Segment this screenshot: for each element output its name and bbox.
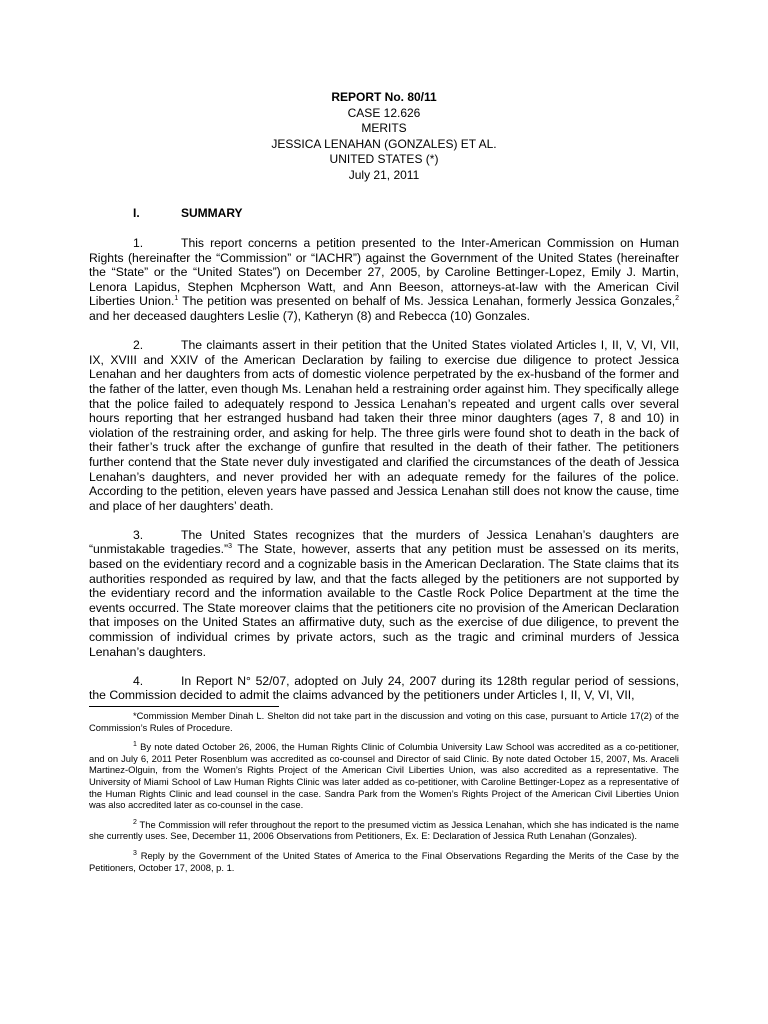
footnote-mark: 3 bbox=[133, 849, 137, 857]
section-heading bbox=[133, 206, 243, 221]
report-type: MERITS bbox=[361, 121, 407, 135]
report-body bbox=[89, 236, 679, 718]
paragraph-3 bbox=[89, 528, 679, 659]
paragraph-2 bbox=[89, 338, 679, 513]
paragraph-number: 1. bbox=[133, 236, 144, 250]
paragraph-text: and her deceased daughters Leslie (7), Katheryn (8) and Rebecca (10) Gonzales. bbox=[89, 308, 531, 323]
paragraph-4 bbox=[89, 674, 679, 703]
paragraph-number: 3. bbox=[133, 527, 144, 542]
footnote-divider bbox=[89, 706, 279, 707]
paragraph-text: The United States recognizes that the murders of Jessica Lenahan’s daughters are “unmistakable tragedies.” bbox=[89, 527, 679, 557]
footnote-1 bbox=[89, 741, 679, 811]
footnote-text: *Commission Member Dinah L. Shelton did not take part in the discussion and voting on this case, pursuant to Article 17(2) of the Commission’s Rules of Procedure. bbox=[89, 710, 679, 733]
footnote-ref: 2 bbox=[675, 295, 679, 303]
paragraph-number: 2. bbox=[133, 338, 144, 353]
footnote-ref: 3 bbox=[228, 543, 232, 551]
case-number: CASE 12.626 bbox=[347, 105, 421, 120]
footnote-2 bbox=[89, 819, 679, 842]
paragraph-text: The petition was presented on behalf of Ms. Jessica Lenahan, formerly Jessica Gonzales, bbox=[178, 294, 676, 309]
footnote-mark: 2 bbox=[133, 818, 137, 826]
footnote-commission bbox=[89, 710, 679, 733]
footnotes bbox=[89, 710, 679, 881]
section-number: I. bbox=[133, 206, 140, 220]
report-date: July 21, 2011 bbox=[348, 167, 420, 182]
paragraph-text: The claimants assert in their petition that the United States violated Articles I, II, V, VI, VII, IX, XVIII and XXIV of the American Declaration by failing to exercise due diligence to protect Jessica Lenahan and her daughters from acts of domestic violence perpetrated by the ex-husband of the former and the father of the latter, even though Ms. Lenahan held a restraining order against him. They specifically allege that the police failed to adequately respond to Jessica Lenahan’s repeated and urgent calls over several hours reporting that her estranged husband had taken their three minor daughters (ages 7, 8 and 10) in violation of the restraining order, and asking for help. The three girls were found shot to death in the back of their father’s truck after the exchange of gunfire that resulted in the death of their father. The petitioners further contend that the State never duly investigated and clarified the circumstances of the death of Jessica Lenahan’s daughters, and never provided her with an adequate remedy for the failures of the police. According to the petition, eleven years have passed and Jessica Lenahan still does not know the cause, time and place of her daughters’ death. bbox=[89, 338, 679, 513]
paragraph-text: The State, however, asserts that any petition must be assessed on its merits, based on the evidentiary record and a cognizable basis in the American Declaration. The State claims that its authorities responded as required by law, and that the facts alleged by the petitioners are not supported by the evidentiary record and the information available to the Castle Rock Police Department at the time the events occurred. The State moreover claims that the petitioners cite no provision of the American Declaration that imposes on the United States an affirmative duty, such as the exercise of due diligence, to prevent the commission of individual crimes by private actors, such as the tragic and criminal murders of Jessica Lenahan’s daughters. bbox=[89, 542, 679, 659]
paragraph-text: In Report N° 52/07, adopted on July 24, 2007 during its 128th regular period of sessions, the Commission decided to admit the claims advanced by the petitioners under Articles I, II, V, VI, VII, bbox=[89, 673, 679, 703]
footnote-text: By note dated October 26, 2006, the Human Rights Clinic of Columbia University Law School was accredited as a co-petitioner, and on July 6, 2011 Peter Rosenblum was accredited as co-counsel and Director of said Clinic. By note dated October 15, 2007, Ms. Araceli Martinez-Olguin, from the Women’s Rights Project of the American Civil Liberties Union, was also accredited as a representative. The University of Miami School of Law Human Rights Clinic was later added as co-petitioner, with Caroline Bettinger-Lopez as a representative of the Human Rights Clinic and lead counsel in the case. Sandra Park from the Women’s Rights Project of the American Civil Liberties Union was also accredited later as co-counsel in the case. bbox=[89, 741, 679, 811]
footnote-mark: 1 bbox=[133, 741, 137, 749]
report-header bbox=[0, 90, 768, 183]
respondent-state: UNITED STATES (*) bbox=[329, 152, 439, 166]
paragraph-number: 4. bbox=[133, 673, 144, 688]
paragraph-1 bbox=[89, 236, 679, 324]
footnote-3 bbox=[89, 850, 679, 873]
report-number: REPORT No. 80/11 bbox=[331, 90, 437, 104]
section-title: SUMMARY bbox=[181, 206, 243, 220]
paragraph-text: This report concerns a petition presented to the Inter-American Commission on Human Rights (hereinafter the “Commission” or “IACHR”) against the Government of the United States (hereinafter the “State” or the “United States”) on December 27, 2005, by Caroline Bettinger-Lopez, Emily J. Martin, Lenora Lapidus, Stephen Mcpherson Watt, and Ann Beeson, attorneys-at-law with the American Civil Liberties Union. bbox=[89, 236, 679, 309]
footnote-ref: 1 bbox=[174, 295, 179, 303]
footnote-text: Reply by the Government of the United States of America to the Final Observations Regarding the Merits of the Case by the Petitioners, October 17, 2008, p. 1. bbox=[89, 849, 679, 873]
footnote-text: The Commission will refer throughout the report to the presumed victim as Jessica Lenahan, which she has indicated is the name she currently uses. See, December 11, 2006 Observations from Petitioners, Ex. E: Declaration of Jessica Ruth Lenahan (Gonzales). bbox=[89, 818, 679, 842]
case-parties: JESSICA LENAHAN (GONZALES) ET AL. bbox=[271, 136, 497, 151]
